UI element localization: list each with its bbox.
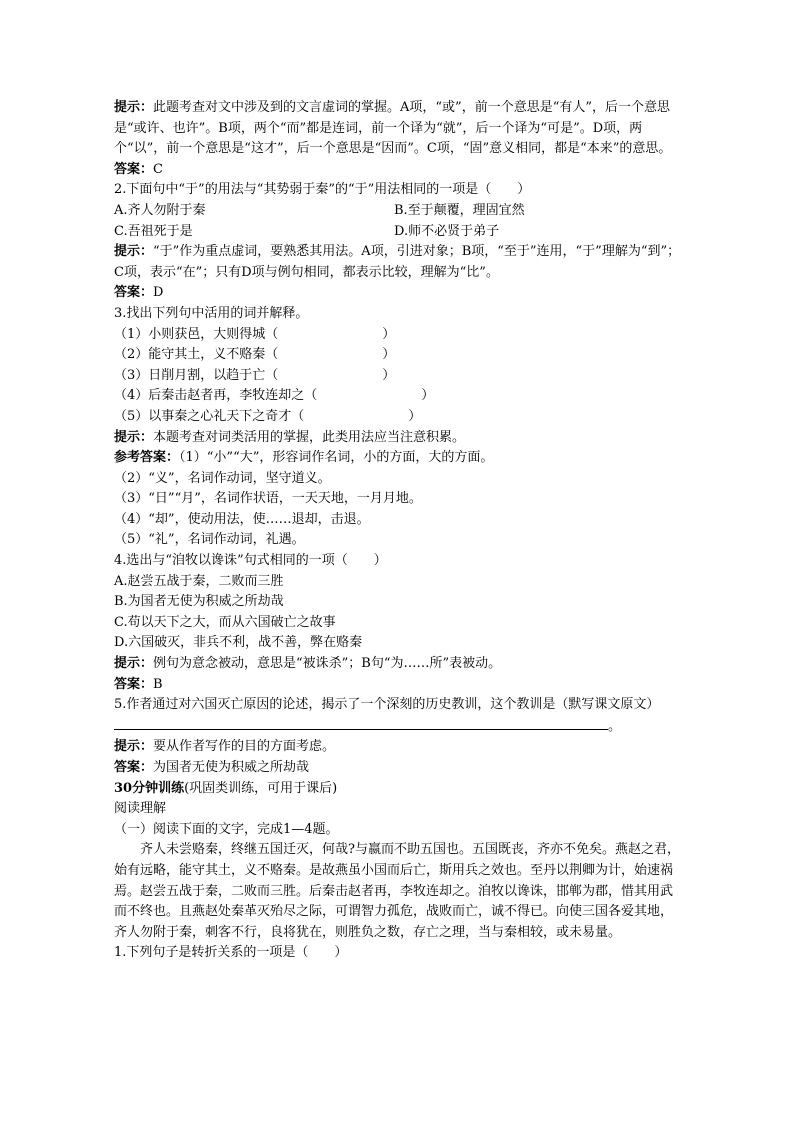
- text-line: [114, 613, 684, 634]
- hint-text: 本题考查对词类活用的掌握，此类用法应当注意积累。: [153, 429, 466, 445]
- section-title: 30分钟训练: [114, 780, 185, 796]
- line-text: （5）“礼”，名词作动词，礼遇。: [114, 532, 305, 548]
- line-text: 阅读理解: [114, 801, 167, 817]
- text-line: [114, 180, 684, 201]
- line-text: C.苟以天下之大，而从六国破亡之故事: [114, 614, 336, 630]
- text-line: [114, 489, 684, 510]
- text-line: [114, 551, 684, 572]
- hint-paragraph: [114, 737, 684, 758]
- hint-text: 此题考查对文中涉及到的文言虚词的掌握。A项，“或”，前一个意思是“有人”，后一个意思是“或许、也许”。B项，两个“而”都是连词，前一个译为“就”，后一个译为“可是”。D项，两个“以”，前一个意思是“这才”，后一个意思是“因而”。C项，“固”意义相同，都是“本来”的意思。: [114, 100, 672, 157]
- answer-paragraph: [114, 283, 684, 304]
- line-text: （3）日削月割，以趋于亡（ ）: [114, 367, 396, 383]
- answer-label: 答案：: [114, 285, 154, 301]
- hint-label: 提示：: [114, 739, 154, 755]
- answer-label: 参考答案：: [114, 450, 180, 466]
- hint-label: 提示：: [114, 429, 154, 445]
- hint-label: 提示：: [114, 244, 154, 260]
- line-text: （2）“义”，名词作动词，坚守道义。: [114, 470, 331, 486]
- option-right: B.至于颠覆，理固宜然: [394, 202, 525, 218]
- answer-text: （1）“小”“大”，形容词作名词，小的方面，大的方面。: [179, 450, 494, 466]
- answer-blank-line: [114, 716, 608, 730]
- option-left: A.齐人勿附于秦: [114, 202, 206, 218]
- hint-paragraph: [114, 242, 684, 283]
- passage-text: 齐人未尝赂秦，终继五国迁灭，何哉?与嬴而不助五国也。五国既丧，齐亦不免矣。燕赵之君，始有远略，能守其土，义不赂秦。是故燕虽小国而后亡，斯用兵之效也。至丹以荆卿为计，始速祸焉。赵尝五战于秦，二败而三胜。后秦击赵者再，李牧连却之。洎牧以谗诛，邯郸为郡，惜其用武而不终也。且燕赵处秦革灭殆尽之际，可谓智力孤危，战败而亡，诚不得已。向使三国各爱其地，齐人勿附于秦，刺客不行，良将犹在，则胜负之数，存亡之理，当与秦相较，或未易量。: [114, 842, 680, 940]
- answer-text: D: [153, 285, 164, 301]
- answer-paragraph: [114, 758, 684, 779]
- line-text: 2.下面句中“于”的用法与“其势弱于秦”的“于”用法相同的一项是（ ）: [114, 182, 531, 198]
- answer-label: 答案：: [114, 676, 154, 692]
- hint-text: “于”作为重点虚词，要熟悉其用法。A项，引进对象；B项，“至于”连用，“于”理解为“到”；C项，表示“在”；只有D项与例句相同，都表示比较，理解为“比”。: [114, 244, 681, 280]
- text-line: [114, 386, 684, 407]
- text-line: [114, 820, 684, 841]
- reading-passage: [114, 840, 684, 943]
- text-line: [114, 572, 684, 593]
- option-row: [114, 201, 684, 222]
- answer-label: 答案：: [114, 161, 154, 177]
- text-line: [114, 469, 684, 490]
- line-text: B.为国者无使为积威之所劫哉: [114, 594, 284, 610]
- text-line: [114, 345, 684, 366]
- question-text: 5.作者通过对六国灭亡原因的论述，揭示了一个深刻的历史教训，这个教训是（默写课文原文）: [114, 697, 660, 713]
- answer-label: 答案：: [114, 760, 154, 775]
- answer-paragraph: [114, 160, 684, 181]
- hint-paragraph: [114, 654, 684, 675]
- text-line: [114, 366, 684, 387]
- answer-text: C: [153, 161, 163, 177]
- section-heading: [114, 779, 684, 800]
- hint-label: 提示：: [114, 656, 154, 672]
- line-text: D.六国破灭，非兵不利，战不善，弊在赂秦: [114, 635, 363, 651]
- answer-text: B: [153, 676, 163, 692]
- line-text: （1）小则获邑，大则得城（ ）: [114, 326, 396, 342]
- text-line: [114, 304, 684, 325]
- line-text: 3.找出下列句中活用的词并解释。: [114, 305, 309, 321]
- fill-question: [114, 695, 684, 737]
- text-line: [114, 530, 684, 551]
- text-line: [114, 510, 684, 531]
- hint-paragraph: [114, 428, 684, 449]
- text-line: [114, 799, 684, 820]
- answer-paragraph: [114, 675, 684, 696]
- hint-text: 例句为意念被动，意思是“被诛杀”；B句“为……所”表被动。: [153, 656, 502, 672]
- line-text: 1.下列句子是转折关系的一项是（ ）: [114, 945, 348, 961]
- text-line: [114, 943, 684, 964]
- line-text: （4）“却”，使动用法，使……退却，击退。: [114, 511, 370, 527]
- line-text: （2）能守其土，义不赂秦（ ）: [114, 347, 396, 363]
- text-line: [114, 407, 684, 428]
- line-text: A.赵尝五战于秦，二败而三胜: [114, 573, 284, 589]
- line-text: （一）阅读下面的文字，完成1—4题。: [114, 821, 339, 837]
- question-end: 。: [608, 718, 622, 734]
- hint-label: 提示：: [114, 100, 154, 115]
- answer-text: 为国者无使为积威之所劫哉: [153, 760, 310, 775]
- hint-text: 要从作者写作的目的方面考虑。: [153, 739, 336, 755]
- document-body: [114, 98, 684, 964]
- text-line: [114, 325, 684, 346]
- line-text: （5）以事秦之心礼天下之奇才（ ）: [114, 408, 422, 424]
- line-text: （4）后秦击赵者再，李牧连却之（ ）: [114, 388, 435, 404]
- line-text: 4.选出与“洎牧以谗诛”句式相同的一项（ ）: [114, 553, 387, 569]
- text-line: [114, 633, 684, 654]
- section-note: (巩固类训练，可用于课后): [184, 780, 338, 796]
- line-text: （3）“日”“月”，名词作状语，一天天地，一月月地。: [114, 491, 422, 507]
- hint-paragraph: [114, 98, 684, 160]
- option-row: [114, 222, 684, 243]
- option-left: C.吾祖死于是: [114, 223, 193, 239]
- option-right: D.师不必贤于弟子: [394, 223, 500, 239]
- answer-paragraph: [114, 448, 684, 469]
- text-line: [114, 592, 684, 613]
